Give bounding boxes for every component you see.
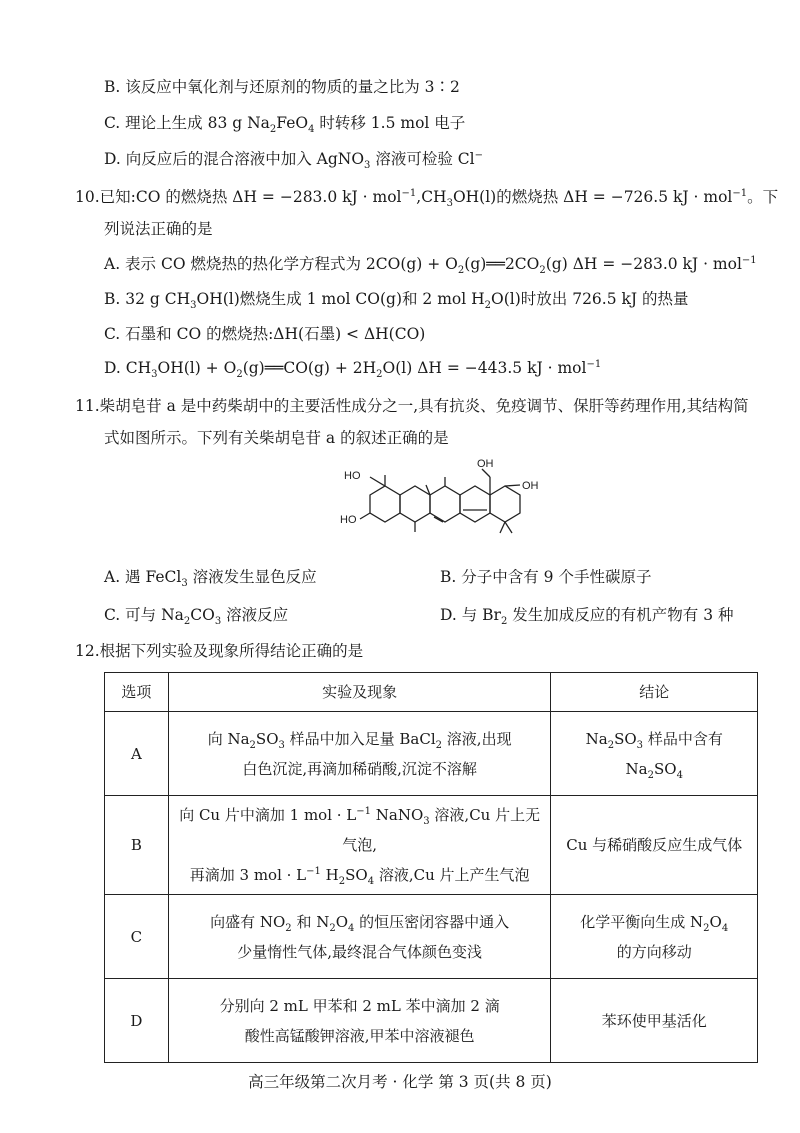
header-experiment: 实验及现象 [168, 673, 551, 712]
q11-option-c: C. 可与 $Na_2CO_3$ 溶液反应 [104, 606, 289, 628]
q11-option-a: A. 遇 FeCl$_3$ 溶液发生显色反应 [104, 568, 317, 590]
table-row [105, 796, 758, 895]
table-row [105, 979, 758, 1063]
row-experiment: 向盛有 $NO_2$ 和 $N_2O_4$ 的恒压密闭容器中通入 少量惰性气体,最终混合气体颜色变浅 [168, 895, 551, 979]
q11-stem: 11.柴胡皂苷 a 是中药柴胡中的主要活性成分之一,具有抗炎、免疫调节、保肝等药理作用,其结构简 [75, 397, 749, 415]
row-conclusion: $Na_2SO_3$ 样品中含有 $Na_2SO_4$ [551, 712, 758, 796]
page-footer: 高三年级第二次月考 · 化学 第 3 页(共 8 页) [248, 1073, 552, 1091]
q10-stem-cont: 列说法正确的是 [104, 220, 213, 238]
header-conclusion: 结论 [551, 673, 758, 712]
q10-option-b: B. 32 g $CH_3OH(l)$燃烧生成 1 mol CO(g)和 2 mol $H_2O(l)$时放出 726.5 kJ 的热量 [104, 290, 689, 312]
q12-stem: 12.根据下列实验及现象所得结论正确的是 [75, 642, 364, 660]
header-option: 选项 [105, 673, 169, 712]
row-label: C [105, 895, 169, 979]
row-label: D [105, 979, 169, 1063]
experiment-table [104, 672, 758, 1063]
q11-stem-cont: 式如图所示。下列有关柴胡皂苷 a 的叙述正确的是 [104, 429, 449, 447]
q10-option-d: D. $CH_3OH(l)$ + $O_2(g)══CO(g) + 2H_2O(l) \Delta H = -443.5$ kJ · mol$^{-1}$ [104, 358, 602, 381]
row-experiment: 分别向 2 mL 甲苯和 2 mL 苯中滴加 2 滴 酸性高锰酸钾溶液,甲苯中溶液褪色 [168, 979, 551, 1063]
q10-option-a: A. 表示 CO 燃烧热的热化学方程式为 $2CO(g) + O_2(g)══2CO_2(g) \Delta H = -283.0$ kJ · mol$^{-1}$ [104, 254, 757, 277]
table-row [105, 712, 758, 796]
row-label: B [105, 796, 169, 895]
q9-option-b: B. 该反应中氧化剂与还原剂的物质的量之比为 3∶2 [104, 78, 460, 96]
row-experiment: 向 Cu 片中滴加 1 mol · $L^{-1}$ NaNO$_3$ 溶液,Cu 片上无气泡, 再滴加 3 mol · $L^{-1}$ $H_2SO_4$ 溶液,Cu 片上产生气泡 [168, 796, 551, 895]
row-conclusion: 化学平衡向生成 $N_2O_4$ 的方向移动 [551, 895, 758, 979]
q11-option-b: B. 分子中含有 9 个手性碳原子 [440, 568, 652, 586]
q11-option-d: D. 与 $Br_2$ 发生加成反应的有机产物有 3 种 [440, 606, 734, 628]
q9-option-d: D. 向反应后的混合溶液中加入 AgNO$_3$ 溶液可检验 Cl− [104, 149, 483, 172]
row-conclusion: Cu 与稀硝酸反应生成气体 [551, 796, 758, 895]
row-label: A [105, 712, 169, 796]
row-conclusion: 苯环使甲基活化 [551, 979, 758, 1063]
saikosaponin-structure-diagram [330, 455, 560, 555]
ho-label-2: HO [340, 514, 357, 526]
oh-label-2: OH [522, 480, 539, 492]
q10-option-c: C. 石墨和 CO 的燃烧热:ΔH(石墨) < ΔH(CO) [104, 325, 426, 343]
q9-option-c: C. 理论上生成 83 g $Na_2FeO_4$ 时转移 1.5 mol 电子 [104, 114, 466, 136]
q10-stem: 10.已知:CO 的燃烧热 ΔH = −283.0 kJ · $mol^{-1},CH_3OH(l)$的燃烧热 ΔH = −726.5 kJ · mol$^{-1}$。下 [75, 187, 779, 210]
ho-label-1: HO [344, 470, 361, 482]
table-row [105, 895, 758, 979]
table-header-row [105, 673, 758, 712]
oh-label-1: OH [477, 458, 494, 470]
row-experiment: 向 $Na_2SO_3$ 样品中加入足量 BaCl$_2$ 溶液,出现 白色沉淀,再滴加稀硝酸,沉淀不溶解 [168, 712, 551, 796]
